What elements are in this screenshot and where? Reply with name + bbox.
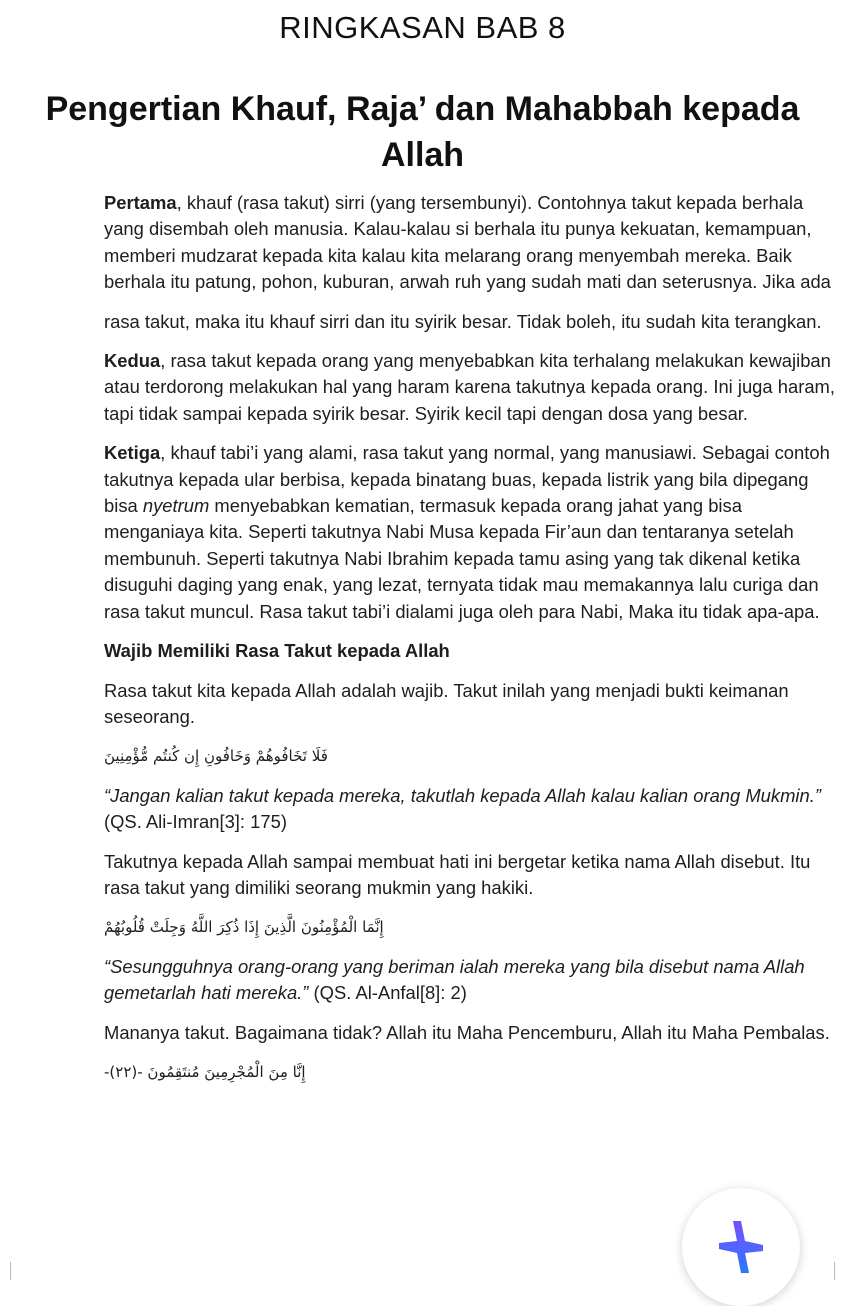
paragraph-heart: Takutnya kepada Allah sampai membuat hati ini bergetar ketika nama Allah disebut. Itu rasa takut yang dimiliki seorang mukmin yang hakiki. bbox=[104, 850, 811, 898]
paragraph-lead: Ketiga bbox=[104, 442, 161, 464]
page-edge-left bbox=[10, 1262, 11, 1280]
page-edge-right bbox=[834, 1262, 835, 1280]
verse-translation-2 bbox=[104, 954, 839, 1007]
paragraph-lead: Kedua bbox=[104, 350, 161, 372]
verse-reference: (QS. Ali-Imran[3]: 175) bbox=[104, 811, 287, 833]
verse-reference: (QS. Al-Anfal[8]: 2) bbox=[308, 982, 467, 1004]
paragraph-text: menyebabkan kematian, termasuk kepada orang jahat yang bisa menganiaya kita. Seperti takutnya Nabi Musa kepada Fir’aun dan tentaranya setelah membunuh. Seperti takutnya Nabi Ibrahim kepada tamu asing yang tak dikenal ketika disuguhi daging yang enak, yang lezat, ternyata tidak mau memakannya lalu curiga dan rasa takut muncul. Rasa takut tabi’i dialami juga oleh para Nabi, Maka itu tidak apa-apa. bbox=[104, 495, 820, 622]
paragraph-text: , khauf tabi’i yang alami, rasa takut yang normal, yang manusiawi. Sebagai contoh takutnya kepada ular berbisa, kepada binatang buas, kepada listrik yang bila dipegang bisa bbox=[104, 442, 830, 517]
document-body bbox=[104, 190, 839, 1098]
verse-translation-1 bbox=[104, 783, 839, 836]
arabic-verse-2: إِنَّمَا الْمُؤْمِنُونَ الَّذِينَ إِذَا ذُكِرَ اللَّهُ وَجِلَتْ قُلُوبُهُمْ bbox=[104, 918, 384, 937]
page-header: RINGKASAN BAB 8 bbox=[279, 10, 566, 45]
chapter-title: Pengertian Khauf, Raja’ dan Mahabbah kepada Allah bbox=[45, 90, 800, 174]
paragraph-text: , khauf (rasa takut) sirri (yang tersembunyi). Contohnya takut kepada berhala yang disembah oleh manusia. Kalau-kalau si berhala itu punya kekuatan, kemampuan, memberi mudzarat kepada kita kalau kita melarang orang menyembah mereka. Baik berhala itu patung, pohon, kuburan, arwah ruh yang sudah mati dan seterusnya. Jika ada bbox=[104, 192, 831, 293]
paragraph-lead: Pertama bbox=[104, 192, 177, 213]
paragraph-text: , rasa takut kepada orang yang menyebabkan kita terhalang melakukan kewajiban atau terdorong melakukan hal yang haram karena takutnya kepada orang. Ini juga haram, tapi tidak sampai kepada syirik besar. Syirik kecil tapi dengan dosa yang besar. bbox=[104, 350, 835, 424]
paragraph-second bbox=[104, 348, 839, 427]
arabic-verse-1: فَلَا تَخَافُوهُمْ وَخَافُونِ إِن كُنتُم مُّؤْمِنِينَ bbox=[104, 747, 328, 766]
paragraph-third bbox=[104, 440, 839, 625]
sparkle-star-icon bbox=[715, 1217, 767, 1277]
assistant-fab-button[interactable] bbox=[682, 1188, 800, 1306]
translation-text: “Jangan kalian takut kepada mereka, takutlah kepada Allah kalau kalian orang Mukmin.” bbox=[104, 784, 821, 806]
arabic-verse-3: إِنَّا مِنَ الْمُجْرِمِينَ مُنتَقِمُونَ -(٢٢)- bbox=[104, 1062, 306, 1081]
translation-text: “Sesungguhnya orang-orang yang beriman ialah mereka yang bila disebut nama Allah gemetarlah hati mereka.” bbox=[104, 955, 805, 1004]
section-subheading: Wajib Memiliki Rasa Takut kepada Allah bbox=[104, 640, 450, 662]
paragraph-closing: Mananya takut. Bagaimana tidak? Allah itu Maha Pencemburu, Allah itu Maha Pembalas. bbox=[104, 1021, 830, 1043]
paragraph-obligation: Rasa takut kita kepada Allah adalah wajib. Takut inilah yang menjadi bukti keimanan seseorang. bbox=[104, 679, 789, 727]
paragraph-first bbox=[104, 190, 839, 296]
italic-term: nyetrum bbox=[142, 495, 210, 517]
paragraph-continuation: rasa takut, maka itu khauf sirri dan itu syirik besar. Tidak boleh, itu sudah kita terangkan. bbox=[104, 310, 822, 332]
